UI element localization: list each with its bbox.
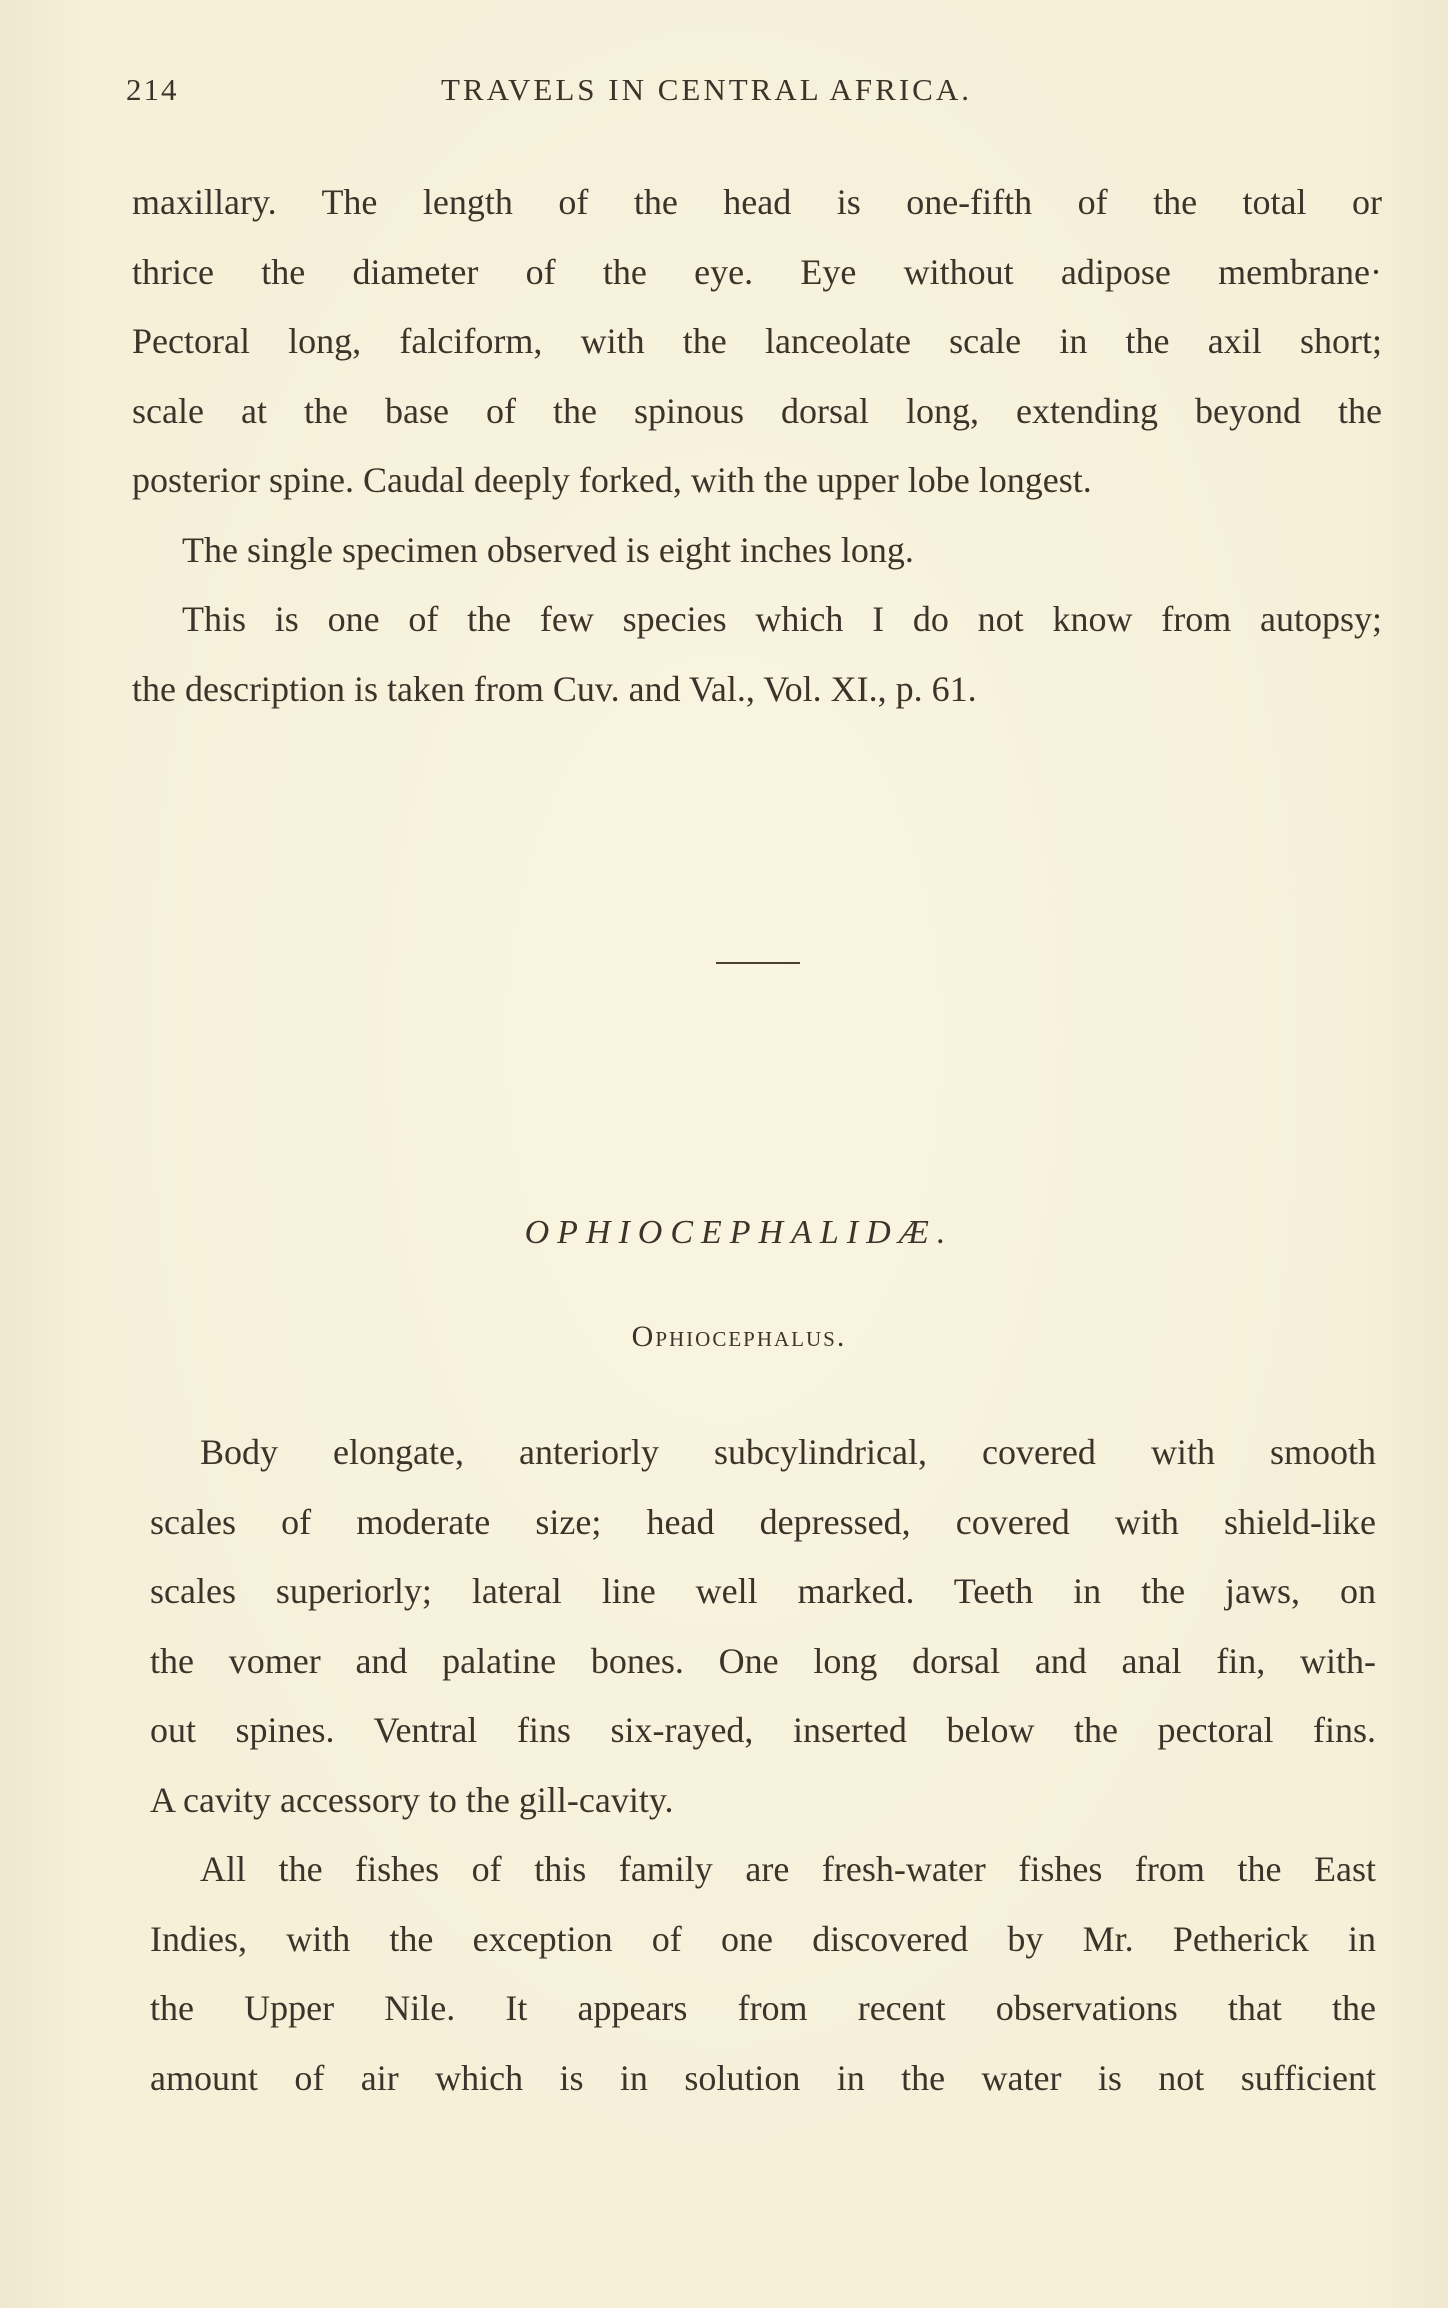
- text-line: thrice the diameter of the eye. Eye without adipose membrane·: [132, 251, 1382, 292]
- family-heading: OPHIOCEPHALIDÆ.: [524, 1214, 954, 1251]
- text-line: A cavity accessory to the gill-cavity.: [150, 1779, 674, 1820]
- text-line: posterior spine. Caudal deeply forked, with the upper lobe longest.: [132, 460, 1092, 500]
- text-line: Pectoral long, falciform, with the lanceolate scale in the axil short;: [132, 321, 1382, 361]
- text-line: the vomer and palatine bones. One long dorsal and anal fin, with-: [150, 1640, 1376, 1681]
- text-line: maxillary. The length of the head is one-fifth of the total or: [132, 182, 1382, 222]
- text-line: Body elongate, anteriorly subcylindrical, covered with smooth: [200, 1432, 1376, 1472]
- text-line: scale at the base of the spinous dorsal long, extending beyond the: [132, 390, 1382, 431]
- text-line: Indies, with the exception of one discovered by Mr. Petherick in: [150, 1918, 1376, 1959]
- running-header: [126, 72, 1366, 116]
- text-block-continued: [132, 168, 1382, 724]
- text-line: out spines. Ventral fins six-rayed, inserted below the pectoral fins.: [150, 1710, 1376, 1750]
- text-line: This is one of the few species which I do not know from autopsy;: [182, 599, 1382, 639]
- text-line: the Upper Nile. It appears from recent observations that the: [150, 1988, 1376, 2028]
- text-line: the description is taken from Cuv. and Val., Vol. XI., p. 61.: [132, 668, 977, 709]
- text-line: The single specimen observed is eight inches long.: [182, 529, 914, 570]
- genus-heading: Ophiocephalus.: [631, 1320, 847, 1353]
- text-block-family: [150, 1418, 1376, 2113]
- text-line: amount of air which is in solution in the water is not sufficient: [150, 2057, 1376, 2098]
- text-line: All the fishes of this family are fresh-water fishes from the East: [200, 1849, 1376, 1889]
- text-line: scales of moderate size; head depressed, covered with shield-like: [150, 1501, 1376, 1542]
- text-line: scales superiorly; lateral line well marked. Teeth in the jaws, on: [150, 1571, 1376, 1611]
- section-divider: [716, 962, 800, 964]
- running-title: TRAVELS IN CENTRAL AFRICA.: [441, 72, 972, 107]
- page-number: 214: [126, 72, 179, 107]
